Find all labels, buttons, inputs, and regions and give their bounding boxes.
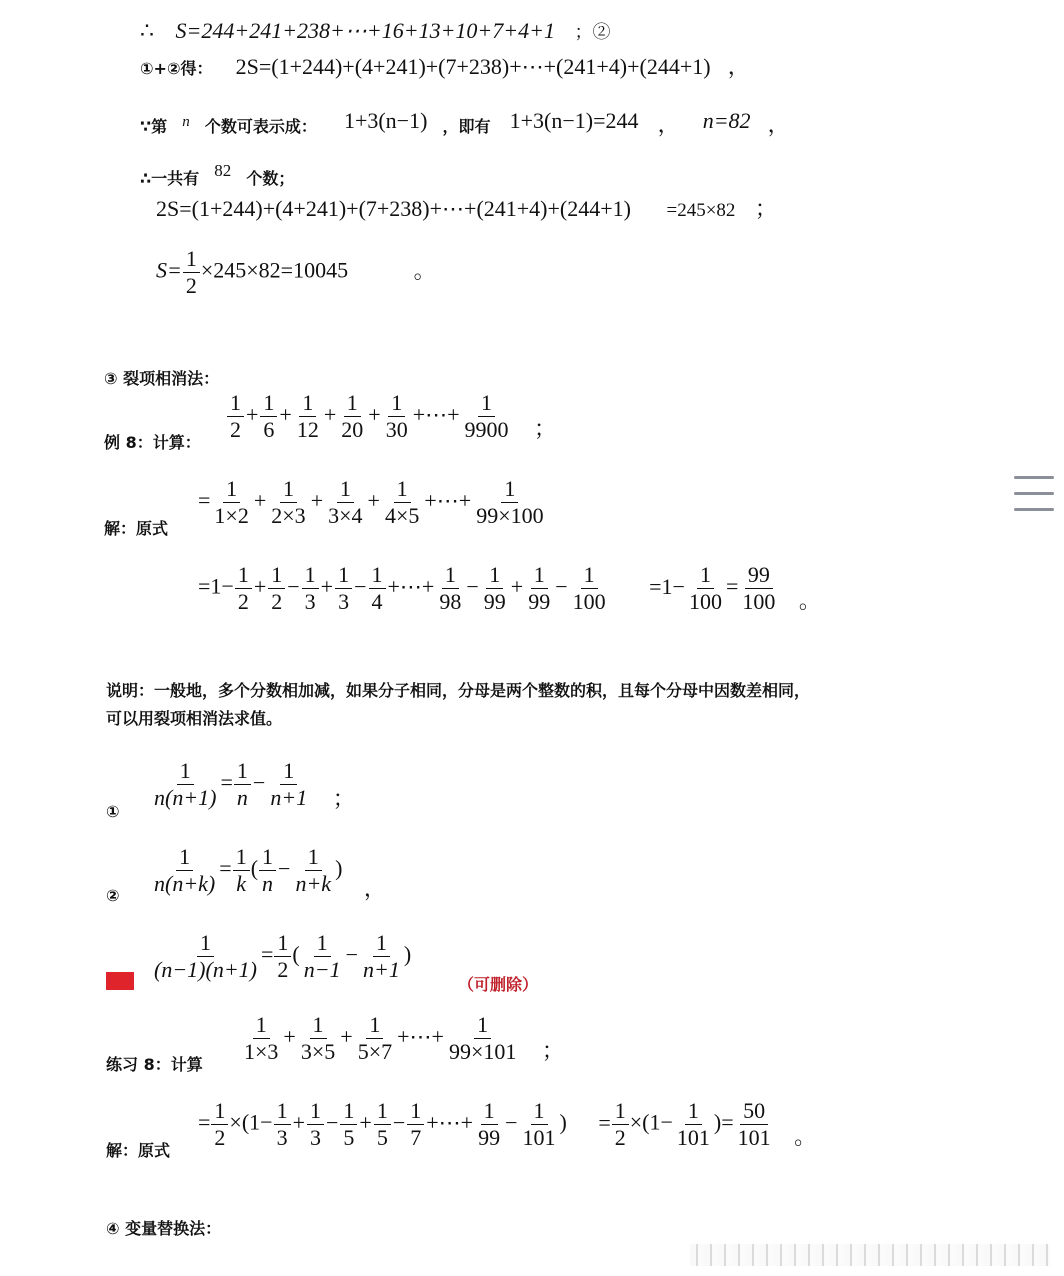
formula-2-mark: ②: [106, 886, 120, 905]
n-value: n=82: [702, 108, 751, 133]
fraction: $\frac{1}{4}$: [369, 562, 386, 615]
fraction: $\frac{1}{3}$: [274, 1098, 291, 1151]
fraction: $\frac{1}{n+1}$: [270, 758, 308, 810]
therefore-symbol: ∴: [140, 18, 154, 43]
fraction: $\frac{1}{n(n+1)}$: [154, 758, 217, 810]
example-8-expression: $\frac{1}{2}$ + $\frac{1}{6}$ + $\frac{1}{12}$ + $\frac{1}{20}$ + $\frac{1}{30}$ +⋯+ $\frac{1}{9900}$ ；: [226, 390, 556, 443]
example-8-label: 例 8：计算：: [104, 433, 201, 452]
fraction: $\frac{1}{99\times 100}$: [476, 476, 544, 528]
nth-term-expr: 1+3(n−1): [343, 108, 428, 133]
fraction: $\frac{1}{6}$: [260, 390, 277, 443]
fraction: $\frac{1}{3}$: [302, 562, 319, 615]
fraction: $\frac{1}{n}$: [259, 844, 276, 897]
fraction: $\frac{1}{n+k}$: [295, 844, 332, 896]
add-label: ①+②得：: [140, 59, 213, 78]
bottom-watermark-strip: [690, 1244, 1050, 1266]
solution-step-1: = $\frac{1}{1\times 2}$ + $\frac{1}{2\times 3}$ + $\frac{1}{3\times 4}$ + $\frac{1}{4\times 5}$ +⋯+ $\frac{1}{99\times 100}$: [198, 476, 548, 529]
answer-fraction: $\frac{99}{100}$: [742, 562, 776, 614]
fraction: $\frac{1}{7}$: [407, 1098, 424, 1151]
fraction: $\frac{1}{100}$: [572, 562, 606, 614]
product-result: =245×82: [666, 200, 736, 221]
fraction: $\frac{1}{2}$: [268, 562, 285, 615]
practice-8-label: 练习 8：计算: [106, 1055, 203, 1074]
fraction: $\frac{1}{2}$: [612, 1098, 629, 1151]
deletable-note: （可删除）: [458, 975, 539, 994]
fraction: $\frac{1}{3}$: [335, 562, 352, 615]
sum-result-line: S= $\frac{1}{2}$ ×245×82=10045 。: [156, 246, 436, 298]
count-number: 82: [214, 161, 232, 180]
double-sum-equation: 2S=(1+244)+(4+241)+(7+238)+⋯+(241+4)+(244+1): [235, 54, 711, 79]
fraction: $\frac{1}{101}$: [522, 1098, 556, 1150]
fraction: $\frac{1}{2}$: [235, 562, 252, 615]
method-heading-substitution: ④ 变量替换法：: [106, 1219, 222, 1238]
fraction: $\frac{1}{100}$: [688, 562, 722, 614]
fraction: $\frac{1}{30}$: [385, 390, 408, 442]
nth-term-equation: 1+3(n−1)=244: [509, 108, 639, 133]
formula-1-mark: ①: [106, 802, 120, 821]
formula-3: $\frac{1}{(n-1)(n+1)}$ = $\frac{1}{2}$ ( $\frac{1}{n-1}$ − $\frac{1}{n+1}$ ): [150, 930, 411, 983]
final-sum: ×245×82=10045: [200, 257, 349, 283]
count-line: ∴一共有 82 个数；: [140, 161, 295, 188]
nth-term-line: ∵第 n 个数可表示成： 1+3(n−1) ，即有 1+3(n−1)=244 ， n=82 ，: [140, 108, 790, 137]
fraction: $\frac{1}{101}$: [676, 1098, 710, 1150]
fraction: $\frac{1}{12}$: [296, 390, 319, 442]
fraction: $\frac{1}{(n-1)(n+1)}$: [154, 930, 257, 982]
fraction: $\frac{1}{20}$: [341, 390, 364, 442]
fraction: $\frac{1}{1\times 3}$: [244, 1012, 279, 1064]
because-label: ∵第: [140, 117, 168, 136]
double-sum-result-line: 2S=(1+244)+(4+241)+(7+238)+⋯+(241+4)+(244+1) =245×82 ；: [156, 196, 777, 221]
hamburger-menu-icon[interactable]: [1014, 476, 1054, 524]
fraction: $\frac{1}{1\times 2}$: [214, 476, 249, 528]
fraction: $\frac{1}{2\times 3}$: [271, 476, 306, 528]
solution-label-2: 解：原式: [106, 1141, 171, 1160]
fraction: $\frac{1}{3\times 4}$: [328, 476, 363, 528]
formula-1: $\frac{1}{n(n+1)}$ = $\frac{1}{n}$ − $\frac{1}{n+1}$ ；: [150, 758, 355, 811]
formula-3-red-marker: [106, 972, 134, 990]
note-line-2: 可以用裂项相消法求值。: [106, 709, 283, 728]
fraction: $\frac{1}{n-1}$: [303, 930, 341, 982]
method-heading-telescoping: ③ 裂项相消法：: [104, 369, 220, 388]
fraction: $\frac{1}{3}$: [307, 1098, 324, 1151]
fraction: $\frac{1}{n+1}$: [363, 930, 400, 982]
fraction: $\frac{1}{99}$: [528, 562, 551, 614]
fraction: $\frac{1}{3\times 5}$: [300, 1012, 336, 1064]
solution-label: 解：原式: [104, 519, 169, 538]
fraction: $\frac{1}{98}$: [439, 562, 462, 614]
equation-tag: ；②: [574, 22, 611, 42]
fraction: $\frac{1}{5}$: [374, 1098, 391, 1151]
half-fraction: $\frac{1}{2}$: [183, 246, 200, 299]
fraction: $\frac{1}{2}$: [211, 1098, 228, 1151]
formula-2: $\frac{1}{n(n+k)}$ = $\frac{1}{k}$ ( $\frac{1}{n}$ − $\frac{1}{n+k}$ ) ，: [150, 844, 386, 897]
fraction: $\frac{1}{9900}$: [464, 390, 509, 442]
fraction: $\frac{1}{n(n+k)}$: [154, 844, 216, 896]
fraction: $\frac{1}{5}$: [340, 1098, 357, 1151]
sum-definition-line: [140, 18, 610, 44]
fraction: $\frac{1}{k}$: [233, 844, 250, 897]
practice-solution: = $\frac{1}{2}$ ×(1− $\frac{1}{3}$ + $\frac{1}{3}$ − $\frac{1}{5}$ + $\frac{1}{5}$ − $\frac{1}{7}$ +⋯+ $\frac{1}{99}$ − $\frac{1}{101}$ ) = $\frac{1}{2}$ ×(1− $\frac{1}{101}$ )= $\frac{50}{101}$ 。: [198, 1098, 817, 1150]
fraction: $\frac{1}{4\times 5}$: [384, 476, 420, 528]
fraction: $\frac{1}{5\times 7}$: [357, 1012, 393, 1064]
sum-equation: S=244+241+238+⋯+16+13+10+7+4+1: [175, 18, 555, 43]
fraction: $\frac{1}{99}$: [483, 562, 506, 614]
fraction: $\frac{1}{2}$: [227, 390, 244, 443]
fraction: $\frac{1}{2}$: [274, 930, 291, 983]
fraction: $\frac{1}{99}$: [478, 1098, 501, 1150]
solution-step-2: =1− $\frac{1}{2}$ + $\frac{1}{2}$ − $\frac{1}{3}$ + $\frac{1}{3}$ − $\frac{1}{4}$ +⋯+ $\frac{1}{98}$ − $\frac{1}{99}$ + $\frac{1}{99}$ − $\frac{1}{100}$ =1− $\frac{1}{100}$ = $\frac{99}{100}$ 。: [198, 562, 821, 614]
fraction: $\frac{1}{n}$: [234, 758, 251, 811]
add-equations-line: ①+②得： 2S=(1+244)+(4+241)+(7+238)+⋯+(241+4)+(244+1) ，: [140, 54, 750, 79]
answer-fraction: $\frac{50}{101}$: [737, 1098, 771, 1150]
fraction: $\frac{1}{99\times 101}$: [448, 1012, 517, 1064]
note-line-1: 说明：一般地，多个分数相加减，如果分子相同，分母是两个整数的积，且每个分母中因数差相同，: [106, 681, 811, 700]
practice-8-expression: $\frac{1}{1\times 3}$ + $\frac{1}{3\times 5}$ + $\frac{1}{5\times 7}$ +⋯+ $\frac{1}{99\times 101}$ ；: [240, 1012, 564, 1065]
